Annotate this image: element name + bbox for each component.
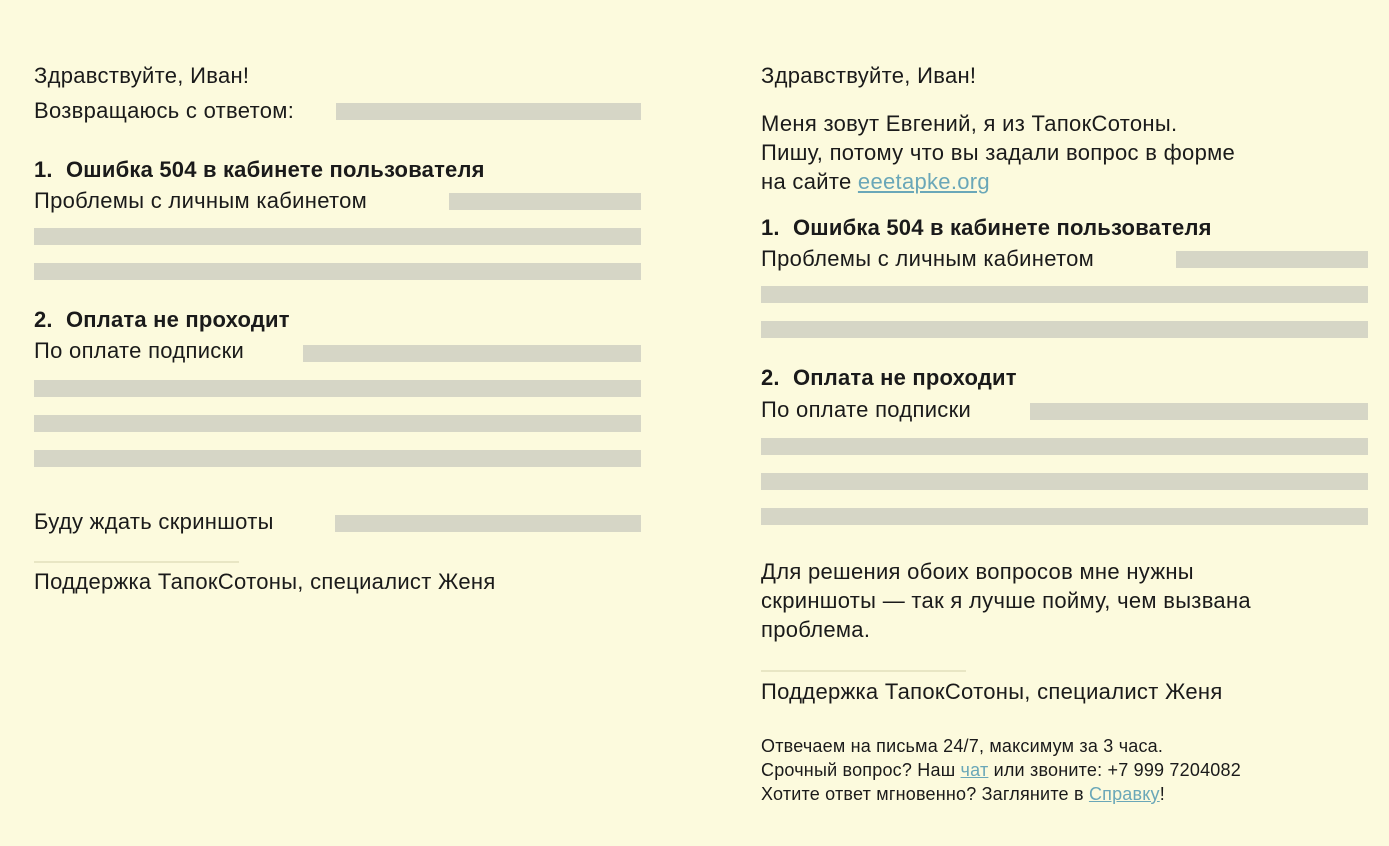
placeholder-bar — [449, 193, 641, 210]
item-1-title: Ошибка 504 в кабинете пользователя — [793, 215, 1212, 240]
closing-line-1: Для решения обоих вопросов мне нужны — [761, 559, 1194, 584]
item-2-text: По оплате подписки — [34, 338, 245, 363]
placeholder-bar — [34, 450, 641, 467]
item-2-text: По оплате подписки — [761, 397, 972, 422]
footer-line-3 — [761, 782, 1165, 806]
item-2-title: Оплата не проходит — [793, 365, 1017, 390]
greeting: Здравствуйте, Иван! — [761, 63, 977, 88]
placeholder-bar — [761, 473, 1368, 490]
placeholder-bar — [761, 321, 1368, 338]
item-2-number: 2. — [761, 365, 780, 390]
intro-line-1: Меня зовут Евгений, я из ТапокСотоны. — [761, 111, 1178, 136]
signature-divider — [761, 670, 966, 672]
item-1-heading — [761, 213, 1212, 242]
item-2-number: 2. — [34, 307, 53, 332]
item-1-text: Проблемы с личным кабинетом — [34, 188, 368, 213]
intro-line-2: Пишу, потому что вы задали вопрос в форме — [761, 140, 1236, 165]
greeting: Здравствуйте, Иван! — [34, 63, 250, 88]
item-1-number: 1. — [34, 157, 53, 182]
closing-line-3: проблема. — [761, 617, 871, 642]
footer-line-2-prefix: Срочный вопрос? Наш — [761, 760, 956, 780]
item-2-title: Оплата не проходит — [66, 307, 290, 332]
signature-divider — [34, 561, 239, 563]
item-1-heading — [34, 155, 485, 184]
signature: Поддержка ТапокСотоны, специалист Женя — [34, 569, 496, 594]
closing-line-2: скриншоты — так я лучше пойму, чем вызвана — [761, 588, 1251, 613]
placeholder-bar — [34, 263, 641, 280]
item-2-heading — [34, 305, 290, 334]
closing-text: Буду ждать скриншоты — [34, 509, 274, 534]
placeholder-bar — [34, 228, 641, 245]
site-link[interactable]: eeetapke.org — [857, 169, 990, 194]
intro-line-3 — [761, 167, 990, 196]
placeholder-bar — [303, 345, 641, 362]
footer-line-1: Отвечаем на письма 24/7, максимум за 3 часа. — [761, 736, 1164, 756]
placeholder-bar — [1030, 403, 1368, 420]
placeholder-bar — [761, 508, 1368, 525]
placeholder-bar — [335, 515, 641, 532]
item-2-heading — [761, 363, 1017, 392]
footer-line-3-prefix: Хотите ответ мгновенно? Загляните в — [761, 784, 1084, 804]
placeholder-bar — [34, 415, 641, 432]
placeholder-bar — [1176, 251, 1368, 268]
placeholder-bar — [336, 103, 641, 120]
placeholder-bar — [34, 380, 641, 397]
item-1-title: Ошибка 504 в кабинете пользователя — [66, 157, 485, 182]
help-link[interactable]: Справку — [1088, 784, 1160, 804]
item-1-number: 1. — [761, 215, 780, 240]
chat-link[interactable]: чат — [960, 760, 989, 780]
footer-line-2-suffix: или звоните: +7 999 7204082 — [993, 760, 1241, 780]
intro-line-3-prefix: на сайте — [761, 169, 852, 194]
placeholder-bar — [761, 286, 1368, 303]
signature: Поддержка ТапокСотоны, специалист Женя — [761, 679, 1223, 704]
intro-text: Возвращаюсь с ответом: — [34, 98, 295, 123]
footer-line-3-suffix: ! — [1159, 784, 1165, 804]
placeholder-bar — [761, 438, 1368, 455]
item-1-text: Проблемы с личным кабинетом — [761, 246, 1095, 271]
footer-line-2 — [761, 758, 1241, 782]
